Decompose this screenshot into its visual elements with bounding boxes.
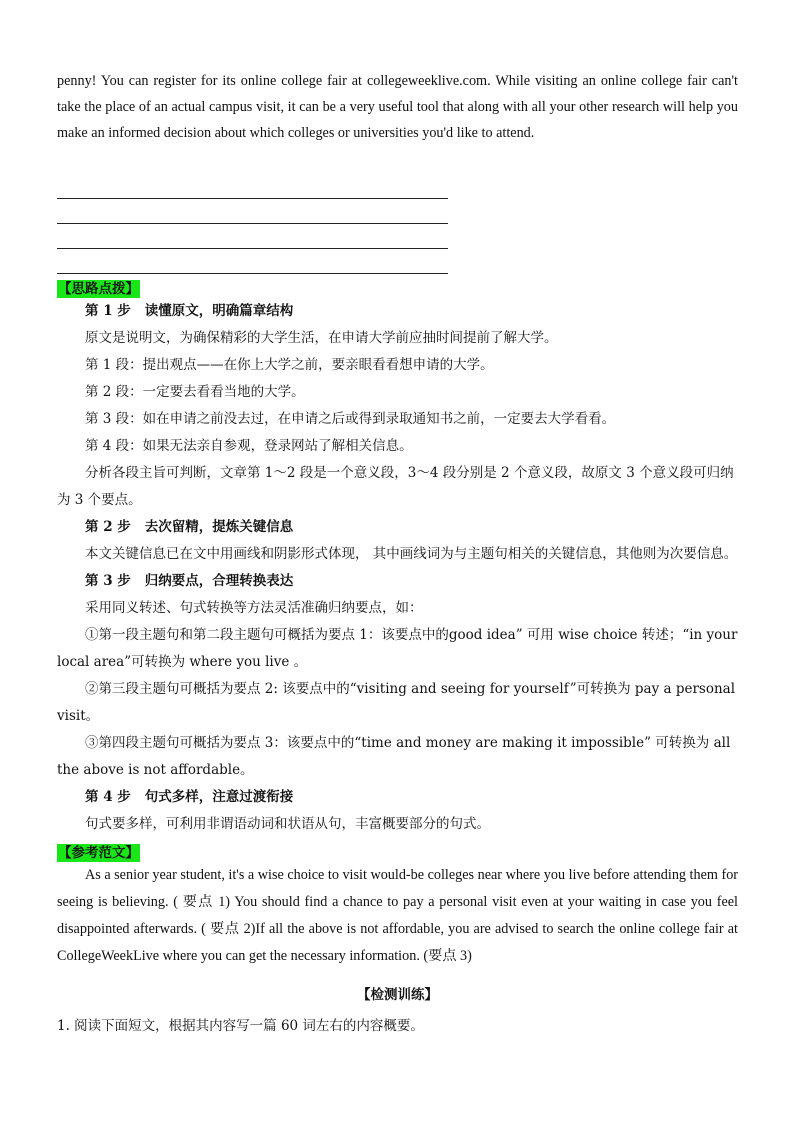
step3-number: 第 3 步 [85, 573, 131, 589]
answer-line[interactable] [57, 224, 448, 249]
practice-title: 【检测训练】 [357, 987, 438, 1003]
step1-line: 第 2 段：一定要去看看当地的大学。 [85, 384, 305, 400]
answer-line[interactable] [57, 174, 448, 199]
step3-title: 归纳要点，合理转换表达 [144, 573, 294, 589]
step1-line: 第 3 段：如在申请之前没去过，在申请之后或得到录取通知书之前，一定要去大学看看。 [85, 411, 616, 427]
step4-title: 句式多样，注意过渡衔接 [144, 789, 294, 805]
tips-tag: 【思路点拨】 [58, 281, 139, 297]
step4-heading [57, 784, 738, 811]
step3-line: 采用同义转述、句式转换等方法灵活准确归纳要点，如： [85, 600, 423, 616]
step1-line: 原文是说明文，为确保精彩的大学生活，在申请大学前应抽时间提前了解大学。 [85, 330, 558, 346]
answer-lines [57, 174, 738, 274]
step3-line: ③第四段主题句可概括为要点 3：该要点中的“time and money are making it impossible” 可转换为 all the above is not affordable。 [57, 735, 731, 778]
answer-line[interactable] [57, 199, 448, 224]
practice-task: 1. 阅读下面短文，根据其内容写一篇 60 词左右的内容概要。 [57, 1018, 424, 1034]
step3-heading [57, 568, 738, 595]
step4-line: 句式要多样，可利用非谓语动词和状语从句，丰富概要部分的句式。 [85, 816, 490, 832]
step1-title: 读懂原文，明确篇章结构 [144, 303, 294, 319]
document-page [57, 68, 738, 1040]
step4-number: 第 4 步 [85, 789, 131, 805]
step2-title: 去次留精，提炼关键信息 [144, 519, 294, 535]
passage-tail: penny! You can register for its online college fair at collegeweeklive.com. While visiting an online college fair can't take the place of an actual campus visit, it can be a very useful tool that along with all your other research will help you make an informed decision about which colleges or universities you'd like to attend. [57, 73, 738, 141]
step1-number: 第 1 步 [85, 303, 131, 319]
step2-number: 第 2 步 [85, 519, 131, 535]
answer-line[interactable] [57, 249, 448, 274]
sample-essay: As a senior year student, it's a wise choice to visit would-be colleges near where you live before attending them for seeing is believing. ( 要点 1) You should find a chance to pay a personal visit even at your waiting in case you feel disappointed afterwards. ( 要点 2)If all the above is not affordable, you are advised to search the online college fair at CollegeWeekLive where you can get the necessary information. (要点 3) [57, 867, 739, 964]
step1-line: 第 4 段：如果无法亲自参观，登录网站了解相关信息。 [85, 438, 413, 454]
step1-line: 分析各段主旨可判断，文章第 1～2 段是一个意义段，3～4 段分别是 2 个意义段，故原文 3 个意义段可归纳为 3 个要点。 [57, 465, 734, 508]
sample-tag: 【参考范文】 [58, 845, 139, 861]
step2-line: 本文关键信息已在文中用画线和阴影形式体现， 其中画线词为与主题句相关的关键信息，其他则为次要信息。 [85, 546, 738, 562]
step3-line: ②第三段主题句可概括为要点 2: 该要点中的“visiting and seeing for yourself”可转换为 pay a personal visit。 [57, 681, 736, 724]
step1-heading [57, 298, 738, 325]
step3-line: ①第一段主题句和第二段主题句可概括为要点 1：该要点中的good idea” 可用 wise choice 转述；“in your local area”可转换为 where you live 。 [57, 627, 738, 670]
step2-heading [57, 514, 738, 541]
step1-line: 第 1 段：提出观点——在你上大学之前，要亲眼看看想申请的大学。 [85, 357, 494, 373]
